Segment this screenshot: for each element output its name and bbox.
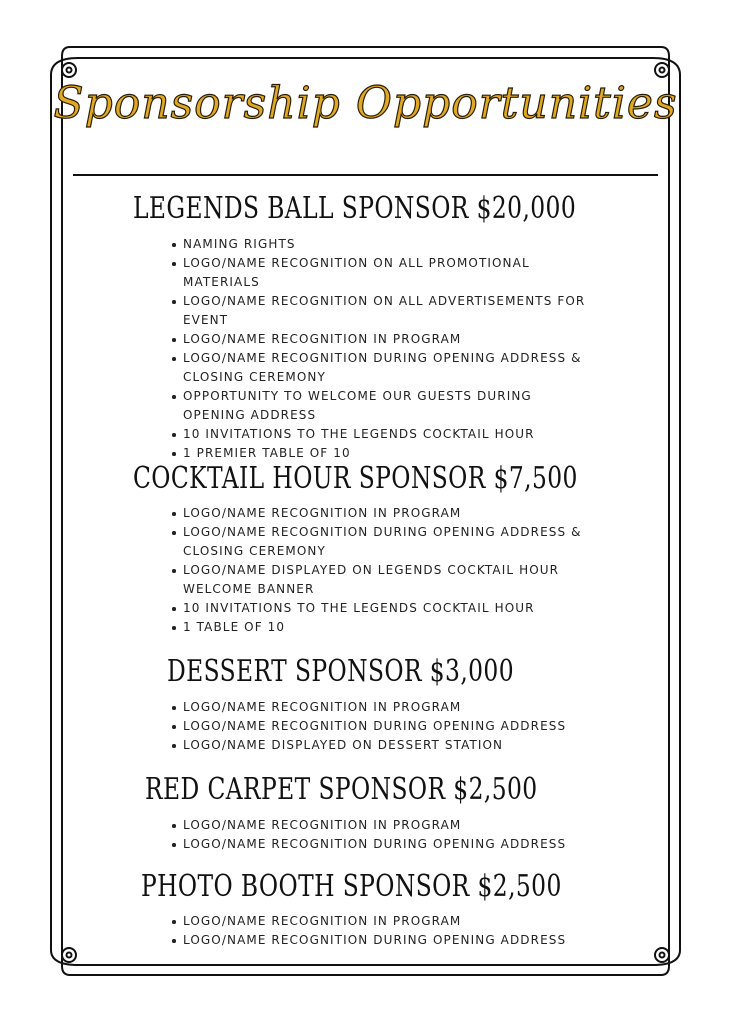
benefit-list xyxy=(168,912,593,950)
benefit-list xyxy=(168,698,593,755)
list-item: LOGO/NAME RECOGNITION DURING OPENING ADDRESS & CLOSING CEREMONY xyxy=(183,349,593,387)
list-item: 10 INVITATIONS TO THE LEGENDS COCKTAIL HOUR xyxy=(183,599,593,618)
list-item: LOGO/NAME DISPLAYED ON LEGENDS COCKTAIL HOUR WELCOME BANNER xyxy=(183,561,593,599)
list-item: NAMING RIGHTS xyxy=(183,235,593,254)
benefit-list xyxy=(168,235,593,463)
list-item: LOGO/NAME RECOGNITION IN PROGRAM xyxy=(183,504,593,523)
title-divider xyxy=(73,174,658,176)
list-item: LOGO/NAME RECOGNITION DURING OPENING ADDRESS xyxy=(183,835,593,854)
list-item: LOGO/NAME RECOGNITION ON ALL PROMOTIONAL MATERIALS xyxy=(183,254,593,292)
section-heading: PHOTO BOOTH SPONSOR $2,500 xyxy=(141,869,562,904)
list-item: LOGO/NAME RECOGNITION IN PROGRAM xyxy=(183,816,593,835)
list-item: 1 PREMIER TABLE OF 10 xyxy=(183,444,593,463)
list-item: OPPORTUNITY TO WELCOME OUR GUESTS DURING OPENING ADDRESS xyxy=(183,387,593,425)
section-heading: DESSERT SPONSOR $3,000 xyxy=(167,654,514,689)
list-item: LOGO/NAME RECOGNITION DURING OPENING ADDRESS xyxy=(183,717,593,736)
section-heading: LEGENDS BALL SPONSOR $20,000 xyxy=(133,191,577,226)
benefit-list xyxy=(168,816,593,854)
list-item: LOGO/NAME RECOGNITION IN PROGRAM xyxy=(183,330,593,349)
list-item: LOGO/NAME RECOGNITION IN PROGRAM xyxy=(183,912,593,931)
list-item: LOGO/NAME RECOGNITION DURING OPENING ADDRESS xyxy=(183,931,593,950)
list-item: LOGO/NAME RECOGNITION ON ALL ADVERTISEMENTS FOR EVENT xyxy=(183,292,593,330)
list-item: LOGO/NAME RECOGNITION DURING OPENING ADDRESS & CLOSING CEREMONY xyxy=(183,523,593,561)
benefit-list xyxy=(168,504,593,637)
list-item: LOGO/NAME DISPLAYED ON DESSERT STATION xyxy=(183,736,593,755)
page-title: Sponsorship Opportunities xyxy=(53,78,678,129)
list-item: 1 TABLE OF 10 xyxy=(183,618,593,637)
list-item: LOGO/NAME RECOGNITION IN PROGRAM xyxy=(183,698,593,717)
section-heading: RED CARPET SPONSOR $2,500 xyxy=(145,772,538,807)
list-item: 10 INVITATIONS TO THE LEGENDS COCKTAIL HOUR xyxy=(183,425,593,444)
section-heading: COCKTAIL HOUR SPONSOR $7,500 xyxy=(133,461,578,496)
